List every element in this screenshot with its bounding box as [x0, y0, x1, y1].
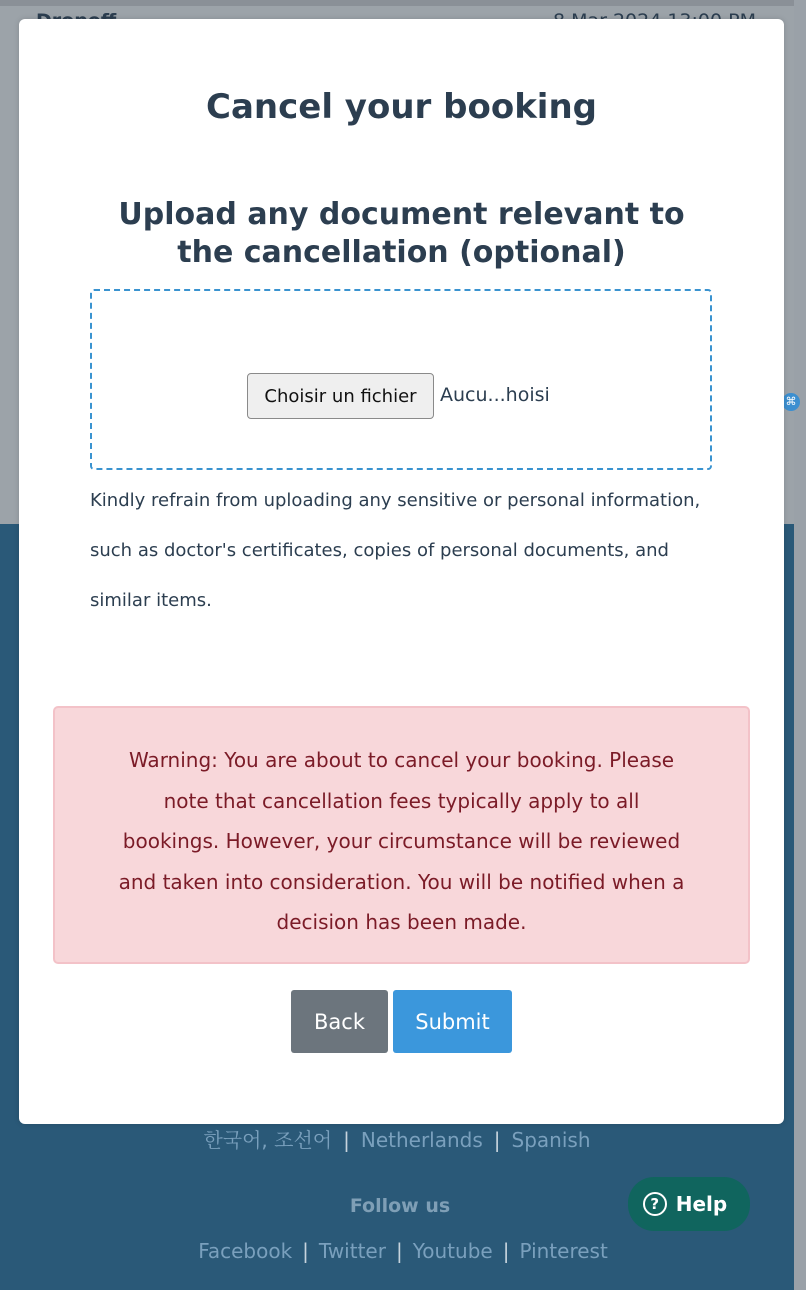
social-link-twitter[interactable]: Twitter: [318, 1239, 386, 1263]
language-link-spanish[interactable]: Spanish: [511, 1128, 591, 1152]
social-link-facebook[interactable]: Facebook: [198, 1239, 293, 1263]
file-dropzone[interactable]: [90, 289, 712, 470]
back-button[interactable]: Back: [291, 990, 388, 1053]
modal-title: Cancel your booking: [206, 87, 597, 127]
help-button[interactable]: [628, 1177, 750, 1231]
social-link-youtube[interactable]: Youtube: [412, 1239, 493, 1263]
submit-button[interactable]: Submit: [393, 990, 512, 1053]
separator: |: [502, 1239, 510, 1263]
upload-heading: Upload any document relevant to the cancellation (optional): [118, 197, 685, 270]
side-widget-icon[interactable]: ⌘: [782, 393, 800, 411]
social-link-pinterest[interactable]: Pinterest: [519, 1239, 608, 1263]
cancel-booking-modal: [19, 19, 784, 1124]
separator: |: [493, 1128, 501, 1152]
separator: |: [343, 1128, 350, 1152]
language-links: [0, 1124, 794, 1153]
upload-privacy-note: Kindly refrain from uploading any sensitive or personal information, such as doctor's certificates, copies of personal documents, and similar items.: [90, 490, 701, 611]
cancellation-warning-alert: Warning: You are about to cancel your booking. Please note that cancellation fees typically apply to all bookings. However, your circumstance will be reviewed and taken into consideration. You will be notified when a decision has been made.: [53, 706, 750, 964]
separator: |: [302, 1239, 309, 1263]
help-label: Help: [675, 1192, 728, 1216]
help-icon: ?: [643, 1192, 667, 1216]
separator: |: [395, 1239, 403, 1263]
choose-file-button[interactable]: Choisir un fichier: [247, 373, 434, 419]
language-link-netherlands[interactable]: Netherlands: [360, 1128, 483, 1152]
language-link-korean[interactable]: 한국어, 조선어: [203, 1128, 333, 1152]
social-links: [0, 1239, 806, 1263]
selected-file-name: Aucu...hoisi: [440, 384, 550, 406]
follow-us-heading: Follow us: [349, 1195, 451, 1217]
